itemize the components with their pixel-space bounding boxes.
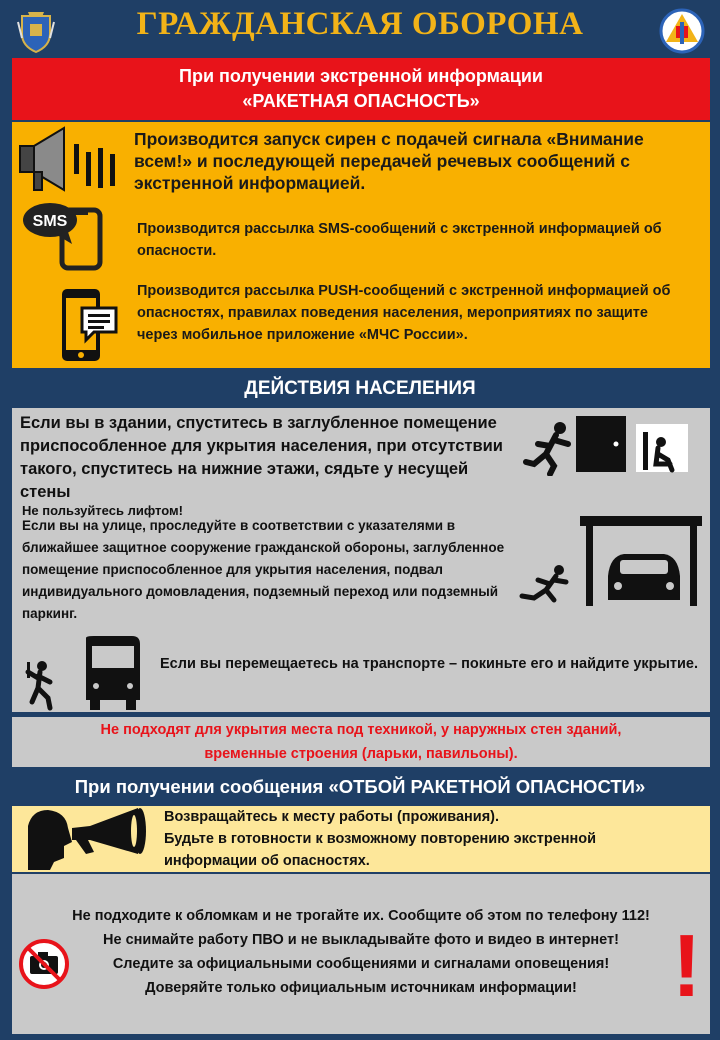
building-line-3: такого, спуститесь на нижние этажи, сядьте у несущей — [20, 460, 469, 478]
warning-line-2: временные строения (ларьки, павильоны). — [204, 746, 518, 762]
siren-notification-text: Производится запуск сирен с подачей сигнала «Внимание всем!» и последующей передачей речевых сообщений с экстренной информацией. — [134, 129, 644, 193]
bus-exit-running-icon — [24, 636, 144, 712]
unsuitable-shelter-warning — [12, 718, 710, 766]
exclamation-mark: ! — [672, 916, 702, 1015]
banner-line-2: «РАКЕТНАЯ ОПАСНОСТЬ» — [242, 91, 480, 111]
sms-bubble-label: SMS — [32, 213, 68, 230]
on-street-instructions: Если вы на улице, проследуйте в соответствии с указателями в ближайшее защитное сооружение гражданской обороны, заглубленное помещение приспособленное для укрытия населения, подвал индивидуального домовладения, подземный переход или подземный паркинг. — [22, 518, 505, 621]
population-actions-heading: ДЕЙСТВИЯ НАСЕЛЕНИЯ — [0, 370, 720, 408]
on-transport-instructions: Если вы перемещаетесь на транспорте – покиньте его и найдите укрытие. — [160, 656, 698, 672]
shelter-door-running-icon — [520, 416, 690, 476]
sms-phone-icon — [22, 198, 108, 272]
in-building-instructions — [20, 412, 530, 504]
no-filming-rule: Не снимайте работу ПВО и не выкладывайте фото и видео в интернет! — [103, 932, 619, 948]
region-coat-of-arms-icon — [16, 8, 56, 54]
civil-defense-emblem-icon — [656, 8, 708, 54]
missile-danger-banner — [12, 58, 710, 120]
sms-notification-text: Производится рассылка SMS-сообщений с экстренной информацией об опасности. — [137, 221, 662, 259]
warning-line-1: Не подходят для укрытия места под техникой, у наружных стен зданий, — [100, 722, 622, 738]
building-line-1: Если вы в здании, спуститесь в заглубленное помещение — [20, 414, 497, 432]
building-line-2: приспособленное для укрытия населения, при отсутствии — [20, 437, 503, 455]
page-title: ГРАЖДАНСКАЯ ОБОРОНА — [136, 6, 584, 42]
megaphone-announcer-icon — [26, 806, 150, 872]
return-to-work-text: Возвращайтесь к месту работы (проживания). — [164, 809, 500, 825]
stay-ready-text: Будьте в готовности к возможному повторению экстренной информации об опасностях. — [164, 831, 597, 869]
mobile-push-message-icon — [58, 286, 120, 364]
banner-line-1: При получении экстренной информации — [179, 66, 543, 86]
debris-rule: Не подходите к обломкам и не трогайте их. Сообщите об этом по телефону 112! — [72, 908, 650, 924]
loudspeaker-siren-icon — [16, 124, 120, 196]
building-line-4: стены — [20, 483, 71, 501]
all-clear-heading: При получении сообщения «ОТБОЙ РАКЕТНОЙ ОПАСНОСТИ» — [0, 768, 720, 806]
no-elevator-warning: Не пользуйтесь лифтом! — [22, 503, 183, 518]
all-clear-instructions — [164, 806, 684, 872]
push-notification-text: Производится рассылка PUSH-сообщений с экстренной информацией об опасностях, правилах поведения населения, мероприятиях по защите через мобильное приложение «МЧС России». — [137, 283, 671, 343]
underground-parking-running-icon — [514, 516, 704, 608]
safety-rules-text — [12, 904, 710, 1000]
trust-official-rule: Доверяйте только официальным источникам информации! — [145, 980, 577, 996]
follow-official-rule: Следите за официальными сообщениями и сигналами оповещения! — [112, 956, 610, 972]
